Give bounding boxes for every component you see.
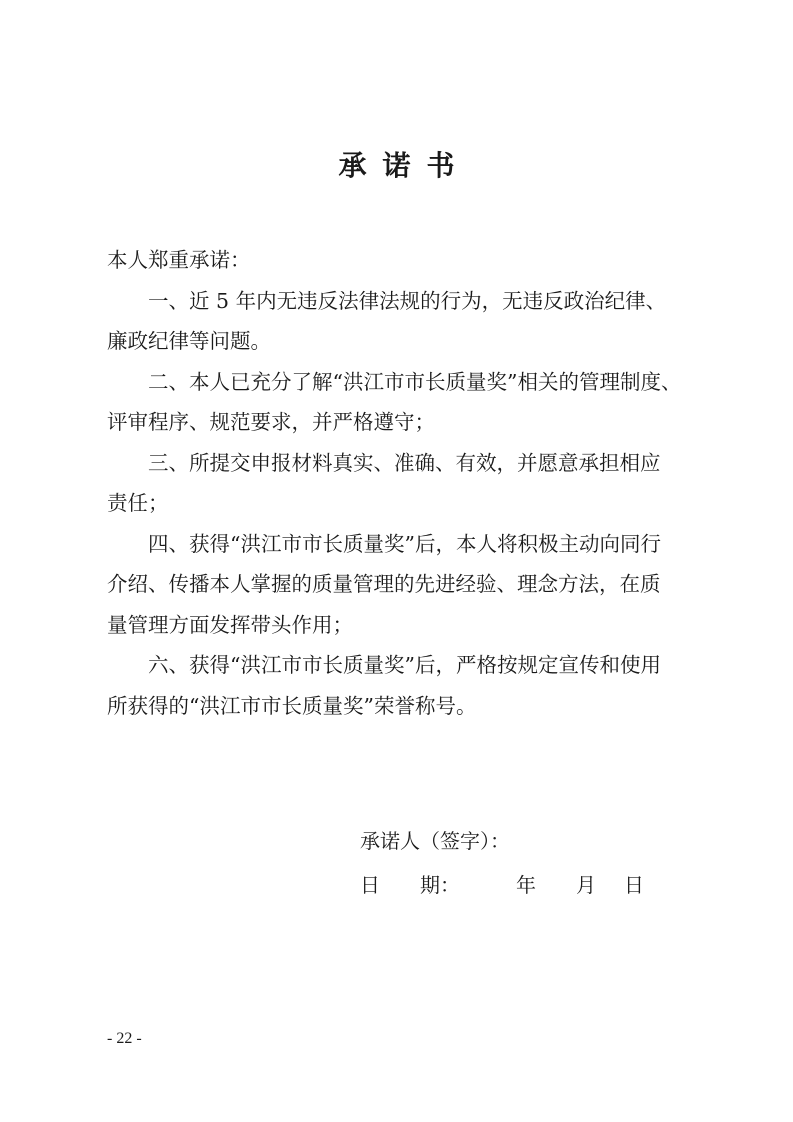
text-line: 量管理方面发挥带头作用；: [107, 612, 353, 637]
text-line: 责任；: [107, 491, 169, 515]
intro-text: 本人郑重承诺：: [107, 248, 251, 272]
paragraph-line: [107, 402, 689, 443]
text-line: 三、所提交申报材料真实、准确、有效，并愿意承担相应: [148, 450, 661, 475]
paragraph-line: [107, 524, 689, 565]
page-number: - 22 -: [107, 1030, 142, 1047]
paragraph-line: [107, 564, 689, 605]
title-char: 书: [426, 149, 455, 182]
title-char: 承: [338, 149, 367, 182]
text-line: 四、获得“洪江市市长质量奖”后，本人将积极主动向同行: [148, 531, 661, 556]
text-line: 介绍、传播本人掌握的质量管理的先进经验、理念方法，在质: [107, 572, 661, 596]
document-body: [107, 240, 689, 726]
paragraph-line: [107, 281, 689, 322]
text-line: 评审程序、规范要求，并严格遵守；: [107, 410, 435, 434]
paragraph-line: [107, 321, 689, 362]
paragraph-line: [107, 605, 689, 646]
date-day: 日: [624, 873, 644, 897]
text-line: 六、获得“洪江市市长质量奖”后，严格按规定宣传和使用: [148, 653, 661, 677]
text-line: 一、近 5 年内无违反法律法规的行为，无违反政治纪律、: [148, 288, 667, 313]
title-char: 诺: [382, 149, 411, 182]
signature-block: [360, 819, 644, 907]
paragraph-line: [107, 362, 689, 403]
paragraph-line: [107, 645, 689, 686]
text-line: 所获得的“洪江市市长质量奖”荣誉称号。: [107, 693, 477, 718]
date-year: 年: [516, 873, 536, 897]
text-line: 二、本人已充分了解“洪江市市长质量奖”相关的管理制度、: [148, 369, 682, 394]
document-title: [0, 144, 793, 184]
date-month: 月: [576, 873, 596, 897]
date-label: 日 期：: [360, 873, 460, 897]
text-line: 廉政纪律等问题。: [107, 329, 271, 353]
paragraph-line: [107, 686, 689, 727]
paragraph-line: [107, 483, 689, 524]
signature-line: [360, 819, 644, 863]
date-line: [360, 863, 644, 907]
intro-line: [107, 240, 689, 281]
signature-label: 承诺人（签字）：: [360, 829, 510, 853]
paragraph-line: [107, 443, 689, 484]
